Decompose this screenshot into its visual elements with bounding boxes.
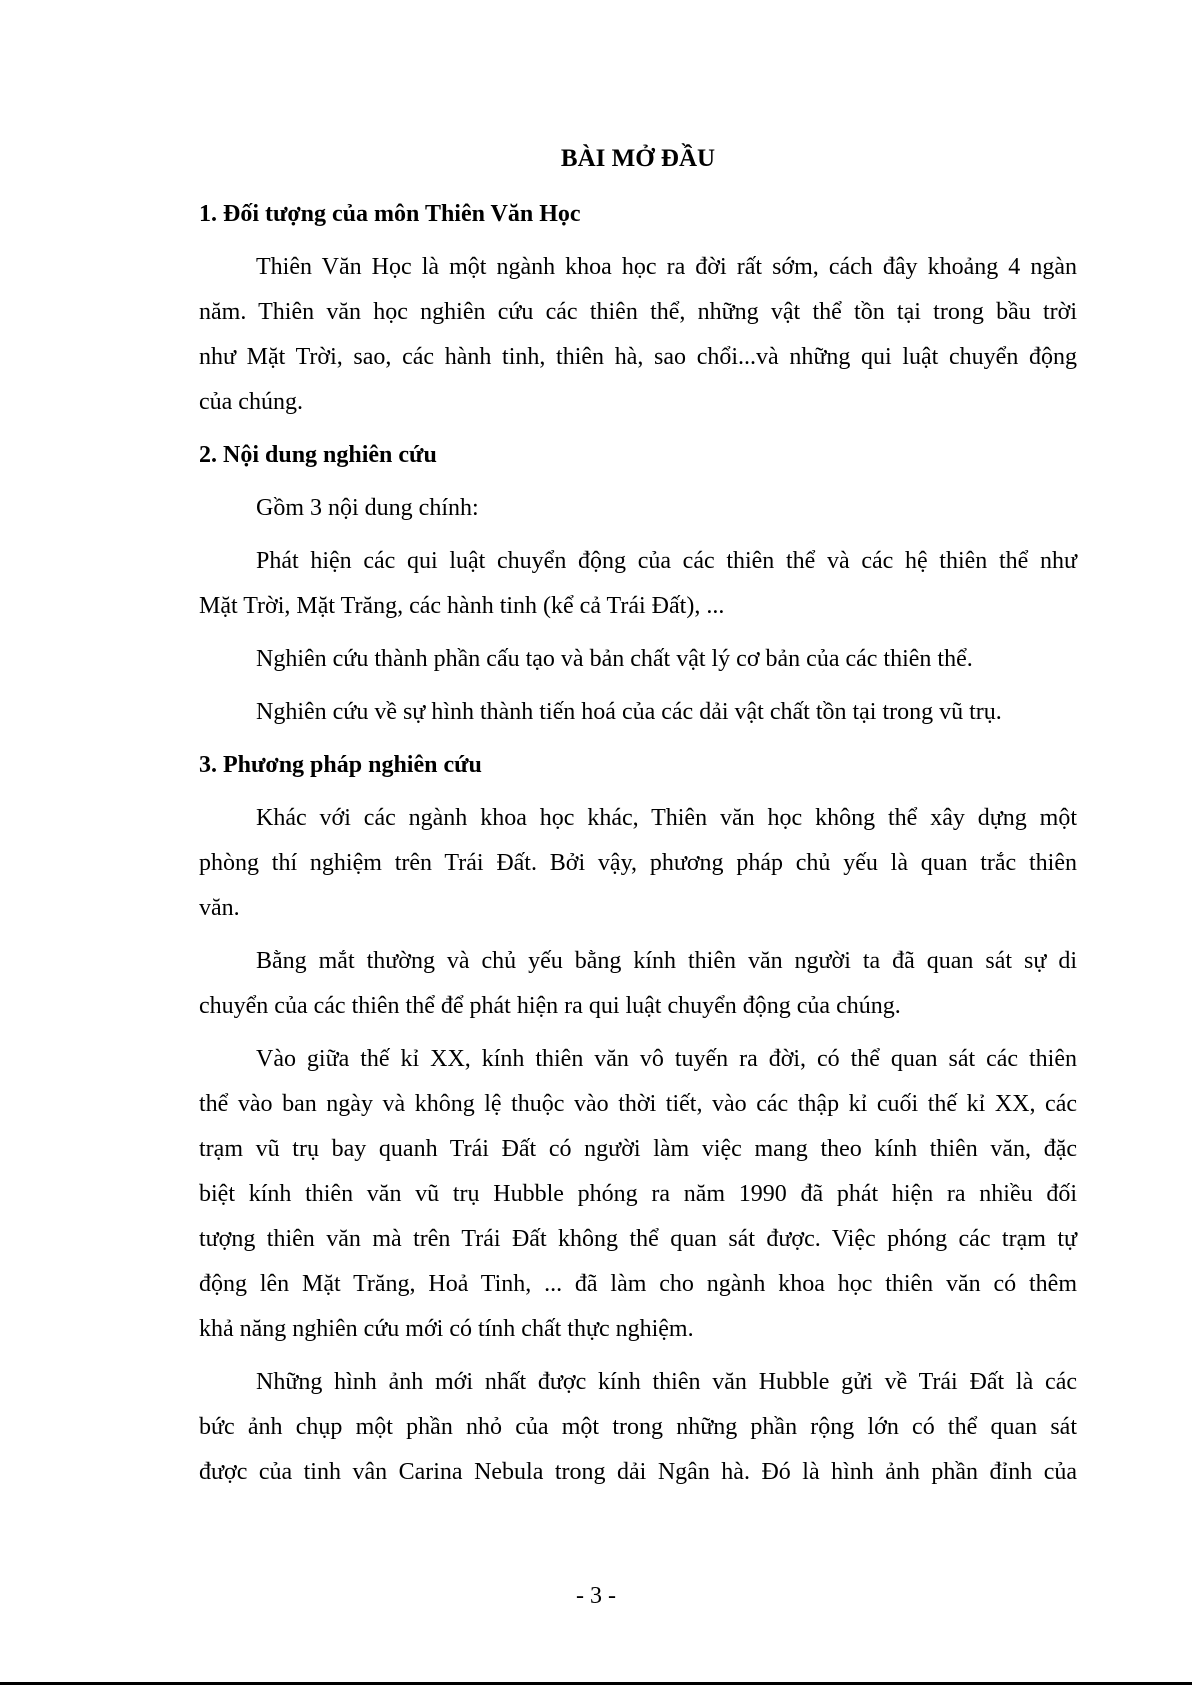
- paragraph-line: bức ảnh chụp một phần nhỏ của một trong những phần rộng lớn có thể quan sát: [199, 1414, 1077, 1440]
- page-title: BÀI MỞ ĐẦU: [560, 145, 716, 172]
- paragraph-line: chuyển của các thiên thể để phát hiện ra qui luật chuyển động của chúng.: [199, 993, 901, 1019]
- paragraph-line: Những hình ảnh mới nhất được kính thiên văn Hubble gửi về Trái Đất là các: [256, 1369, 1077, 1395]
- paragraph: [199, 637, 1077, 682]
- paragraph-line: Vào giữa thế kỉ XX, kính thiên văn vô tuyến ra đời, có thể quan sát các thiên: [256, 1046, 1077, 1072]
- paragraph: [199, 1360, 1077, 1495]
- section-heading: 2. Nội dung nghiên cứu: [199, 442, 437, 468]
- page-number: - 3 -: [576, 1583, 616, 1609]
- paragraph-line: khả năng nghiên cứu mới có tính chất thực nghiệm.: [199, 1316, 694, 1342]
- paragraph-line: được của tinh vân Carina Nebula trong dải Ngân hà. Đó là hình ảnh phần đỉnh của: [199, 1459, 1077, 1485]
- paragraph-line: như Mặt Trời, sao, các hành tinh, thiên hà, sao chổi...và những qui luật chuyển động: [199, 344, 1077, 370]
- document-body: [199, 192, 1077, 1495]
- section-heading: 1. Đối tượng của môn Thiên Văn Học: [199, 201, 581, 227]
- paragraph: [199, 245, 1077, 425]
- paragraph-line: Nghiên cứu thành phần cấu tạo và bản chất vật lý cơ bản của các thiên thể.: [256, 646, 973, 672]
- paragraph: [199, 1037, 1077, 1352]
- paragraph: [199, 486, 1077, 531]
- paragraph: [199, 690, 1077, 735]
- paragraph-line: biệt kính thiên văn vũ trụ Hubble phóng ra năm 1990 đã phát hiện ra nhiều đối: [199, 1181, 1077, 1207]
- section-heading: 3. Phương pháp nghiên cứu: [199, 752, 482, 778]
- paragraph-line: phòng thí nghiệm trên Trái Đất. Bởi vậy, phương pháp chủ yếu là quan trắc thiên: [199, 850, 1077, 876]
- paragraph-line: Thiên Văn Học là một ngành khoa học ra đời rất sớm, cách đây khoảng 4 ngàn: [256, 254, 1077, 280]
- paragraph-line: Phát hiện các qui luật chuyển động của các thiên thể và các hệ thiên thể như: [256, 548, 1077, 574]
- paragraph-line: Khác với các ngành khoa học khác, Thiên văn học không thể xây dựng một: [256, 805, 1077, 831]
- paragraph-line: Nghiên cứu về sự hình thành tiến hoá của các dải vật chất tồn tại trong vũ trụ.: [256, 699, 1002, 725]
- paragraph-line: tượng thiên văn mà trên Trái Đất không thể quan sát được. Việc phóng các trạm tự: [199, 1226, 1077, 1252]
- paragraph-line: của chúng.: [199, 389, 303, 415]
- paragraph-line: Gồm 3 nội dung chính:: [256, 495, 479, 521]
- paragraph-line: văn.: [199, 895, 240, 921]
- paragraph: [199, 796, 1077, 931]
- paragraph-line: thể vào ban ngày và không lệ thuộc vào thời tiết, vào các thập kỉ cuối thế kỉ XX, các: [199, 1091, 1077, 1117]
- document-page: [199, 136, 1077, 1503]
- paragraph-line: năm. Thiên văn học nghiên cứu các thiên thể, những vật thể tồn tại trong bầu trời: [199, 299, 1077, 325]
- paragraph: [199, 539, 1077, 629]
- paragraph-line: động lên Mặt Trăng, Hoả Tinh, ... đã làm cho ngành khoa học thiên văn có thêm: [199, 1271, 1077, 1297]
- paragraph-line: Mặt Trời, Mặt Trăng, các hành tinh (kể cả Trái Đất), ...: [199, 593, 725, 619]
- paragraph-line: trạm vũ trụ bay quanh Trái Đất có người làm việc mang theo kính thiên văn, đặc: [199, 1136, 1077, 1162]
- paragraph: [199, 939, 1077, 1029]
- paragraph-line: Bằng mắt thường và chủ yếu bằng kính thiên văn người ta đã quan sát sự di: [256, 948, 1077, 974]
